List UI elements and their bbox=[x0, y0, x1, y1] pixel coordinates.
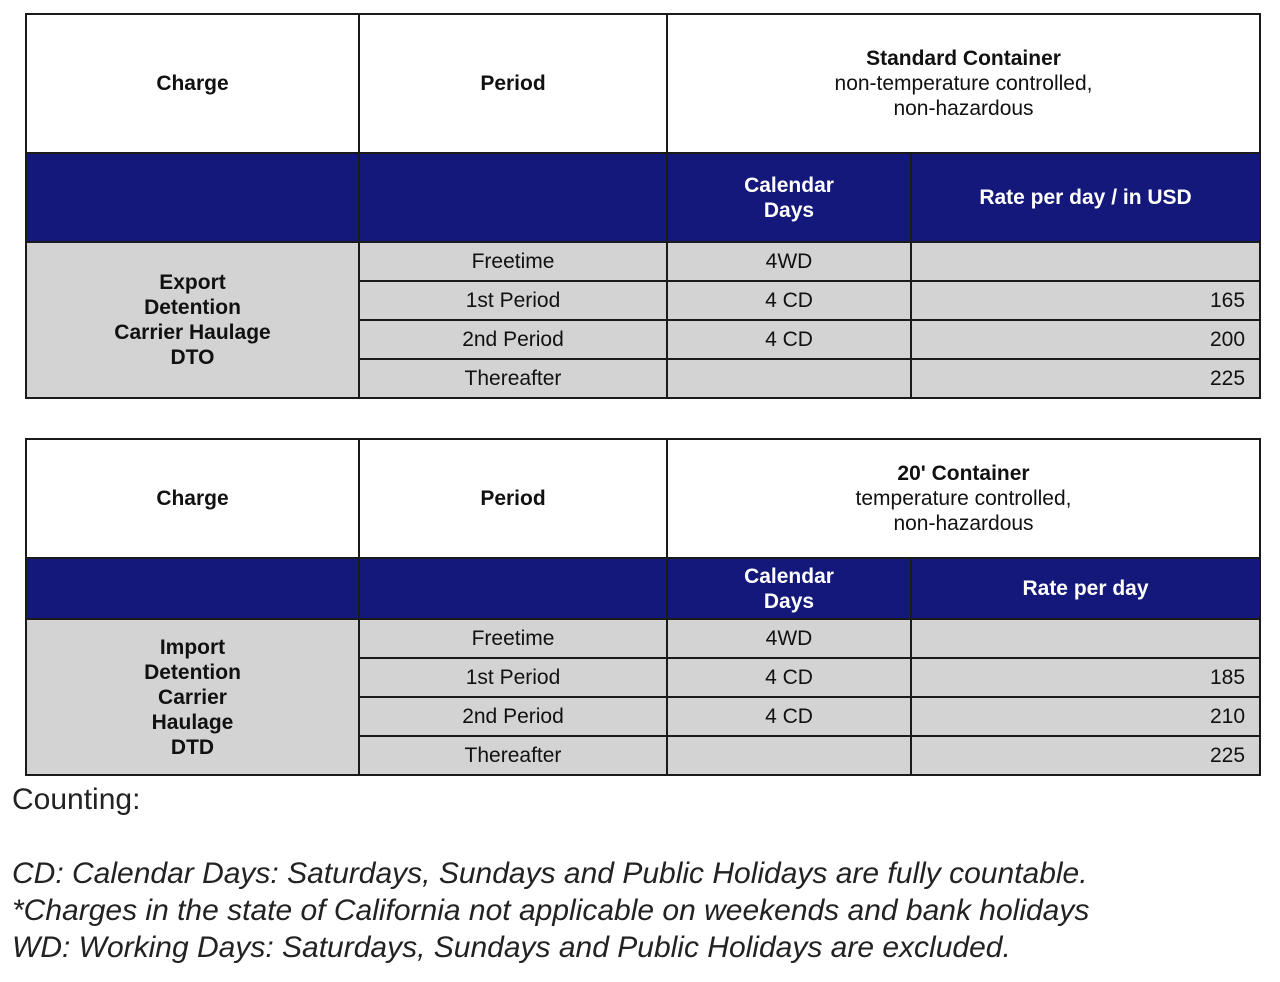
charge-cell bbox=[26, 242, 359, 398]
days-cell bbox=[667, 736, 911, 775]
note-working-days: WD: Working Days: Saturdays, Sundays and Public Holidays are excluded. bbox=[12, 931, 1011, 964]
charge-line: Carrier bbox=[158, 685, 227, 709]
period-cell: Freetime bbox=[359, 242, 667, 281]
charge-line: Carrier Haulage bbox=[114, 321, 271, 344]
calendar-days-line1: Calendar bbox=[744, 173, 834, 197]
period-cell: Thereafter bbox=[359, 359, 667, 398]
container-header bbox=[667, 14, 1260, 153]
container-subtitle-1: non-temperature controlled, bbox=[834, 72, 1093, 95]
period-cell: 2nd Period bbox=[359, 697, 667, 736]
rate-cell: 225 bbox=[911, 736, 1260, 775]
rate-cell: 200 bbox=[911, 320, 1260, 359]
export-detention-table bbox=[25, 13, 1261, 399]
rate-cell bbox=[911, 619, 1260, 658]
charge-cell bbox=[26, 619, 359, 775]
band-empty-charge bbox=[26, 153, 359, 242]
rate-header: Rate per day / in USD bbox=[911, 153, 1260, 242]
charge-line: Export bbox=[159, 271, 226, 294]
days-cell: 4 CD bbox=[667, 281, 911, 320]
calendar-days-line1: Calendar bbox=[744, 564, 834, 588]
container-subtitle-1: temperature controlled, bbox=[855, 487, 1072, 510]
charge-line: Haulage bbox=[151, 710, 234, 734]
days-cell bbox=[667, 359, 911, 398]
band-empty-charge bbox=[26, 558, 359, 619]
note-calendar-days: CD: Calendar Days: Saturdays, Sundays and Public Holidays are fully countable. bbox=[12, 857, 1088, 890]
days-cell: 4 CD bbox=[667, 658, 911, 697]
charge-header: Charge bbox=[26, 14, 359, 153]
calendar-days-header bbox=[667, 558, 911, 619]
counting-label: Counting: bbox=[12, 783, 141, 816]
charge-line: DTO bbox=[170, 346, 215, 369]
rate-cell: 225 bbox=[911, 359, 1260, 398]
container-title: 20' Container bbox=[897, 462, 1030, 485]
rate-header: Rate per day bbox=[911, 558, 1260, 619]
note-california: *Charges in the state of California not applicable on weekends and bank holidays bbox=[12, 894, 1090, 927]
band-empty-period bbox=[359, 153, 667, 242]
charge-line: Detention bbox=[144, 660, 241, 684]
period-cell: 2nd Period bbox=[359, 320, 667, 359]
rate-cell: 185 bbox=[911, 658, 1260, 697]
period-cell: Thereafter bbox=[359, 736, 667, 775]
period-cell: 1st Period bbox=[359, 658, 667, 697]
band-empty-period bbox=[359, 558, 667, 619]
charge-header: Charge bbox=[26, 439, 359, 558]
calendar-days-line2: Days bbox=[763, 198, 815, 222]
import-detention-table bbox=[25, 438, 1261, 776]
rate-cell: 165 bbox=[911, 281, 1260, 320]
calendar-days-line2: Days bbox=[763, 589, 815, 613]
rate-cell bbox=[911, 242, 1260, 281]
container-title: Standard Container bbox=[866, 47, 1061, 70]
days-cell: 4WD bbox=[667, 619, 911, 658]
period-header: Period bbox=[359, 439, 667, 558]
charge-line: Import bbox=[159, 635, 226, 659]
container-subtitle-2: non-hazardous bbox=[893, 97, 1034, 120]
period-header: Period bbox=[359, 14, 667, 153]
charge-line: DTD bbox=[170, 735, 215, 759]
notes-block bbox=[12, 855, 1089, 966]
container-header bbox=[667, 439, 1260, 558]
charge-line: Detention bbox=[144, 296, 241, 319]
container-subtitle-2: non-hazardous bbox=[893, 512, 1034, 535]
period-cell: Freetime bbox=[359, 619, 667, 658]
period-cell: 1st Period bbox=[359, 281, 667, 320]
calendar-days-header bbox=[667, 153, 911, 242]
days-cell: 4 CD bbox=[667, 697, 911, 736]
days-cell: 4WD bbox=[667, 242, 911, 281]
days-cell: 4 CD bbox=[667, 320, 911, 359]
rate-cell: 210 bbox=[911, 697, 1260, 736]
